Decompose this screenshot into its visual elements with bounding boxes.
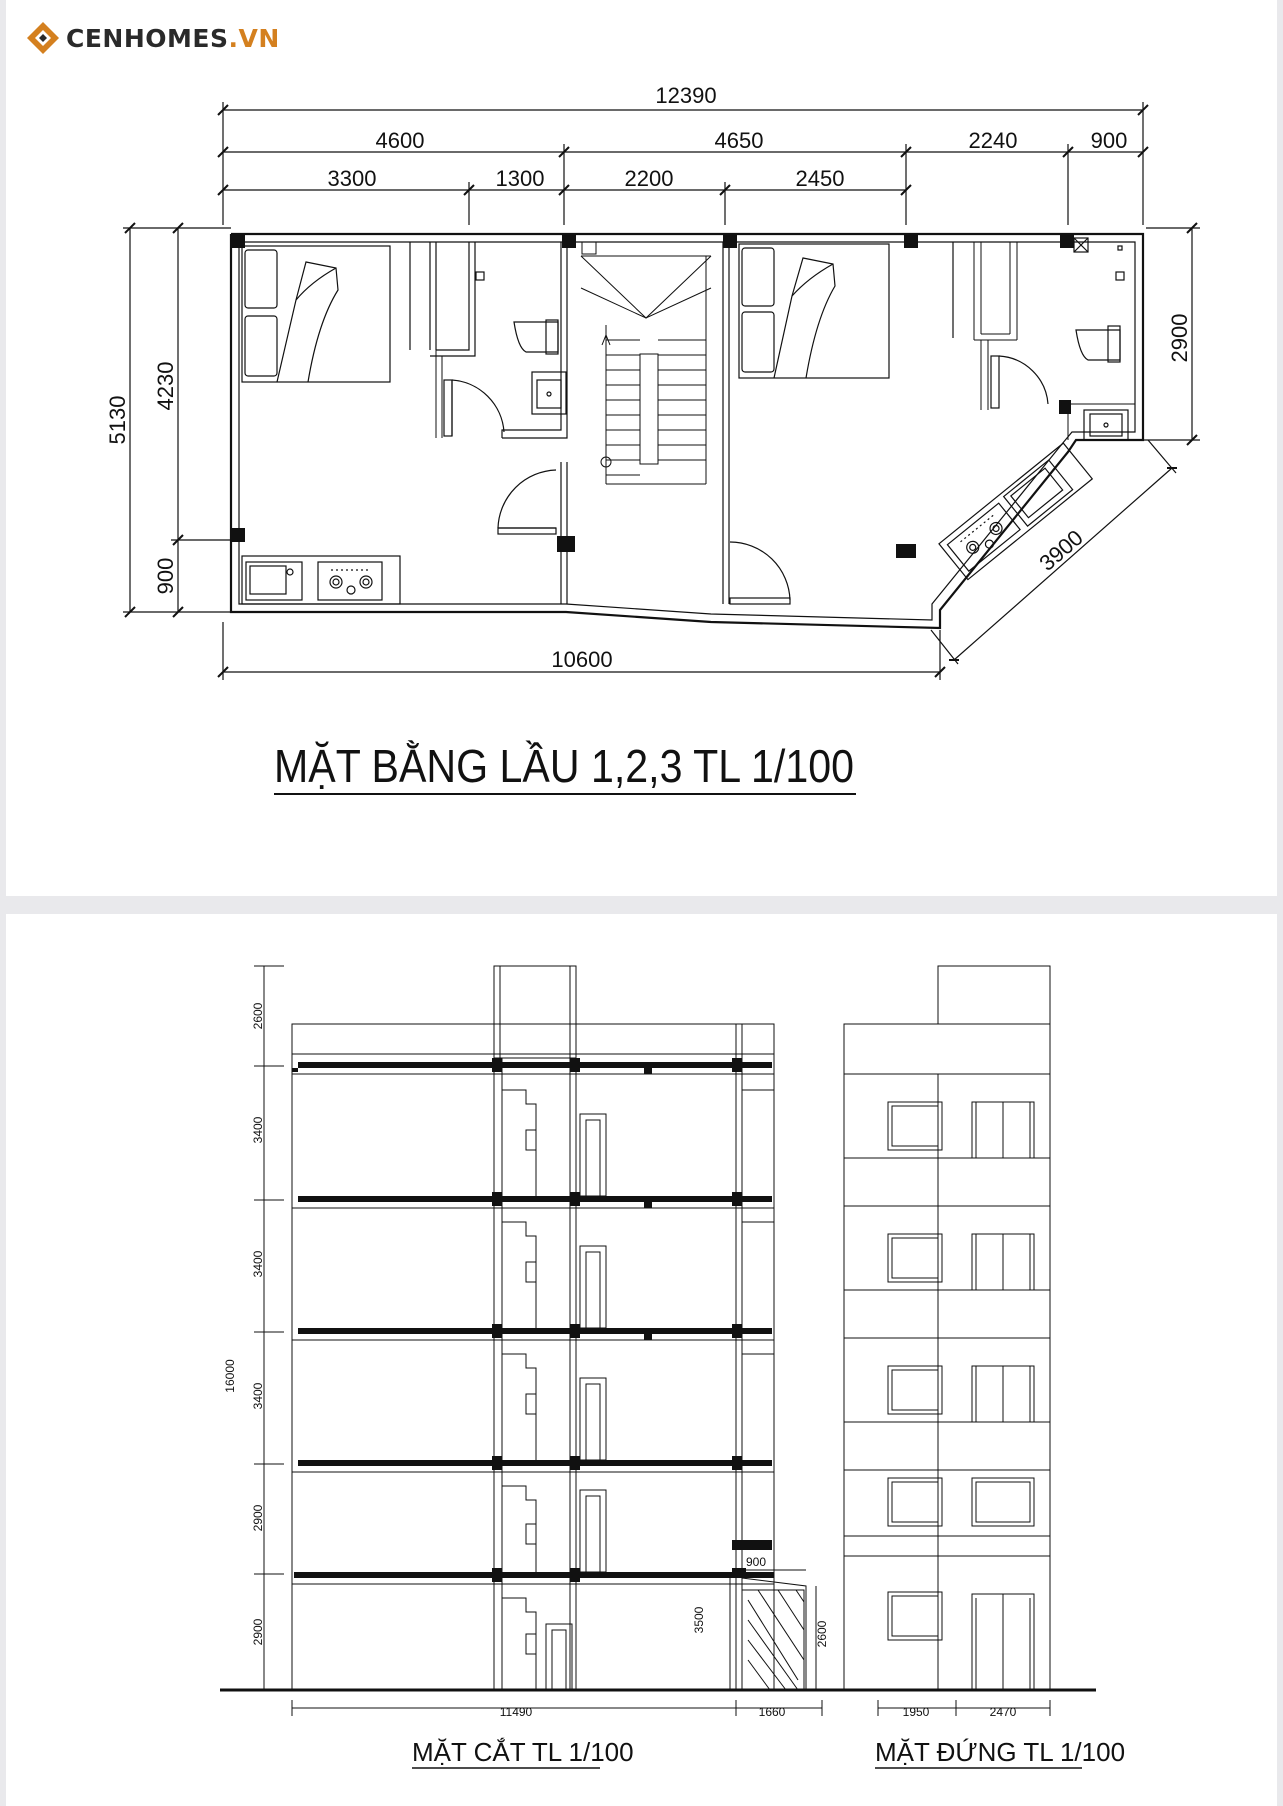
bed-left — [242, 246, 390, 382]
dim-floor-2900-a: 2900 — [251, 1504, 265, 1532]
bed-right — [739, 244, 889, 378]
dim-top-3300: 3300 — [327, 166, 377, 191]
dim-left-4230: 4230 — [153, 361, 178, 411]
dim-top-2450: 2450 — [795, 166, 845, 191]
dim-floor-3400-a: 3400 — [251, 1116, 265, 1144]
dim-top-900: 900 — [1090, 128, 1128, 153]
staircase — [581, 242, 711, 484]
kitchen-left — [242, 556, 400, 604]
elevation-drawing — [844, 966, 1050, 1716]
dim-left-900: 900 — [153, 557, 178, 595]
dim-diagonal-3900: 3900 — [1034, 524, 1088, 576]
dim-bottom-10600: 10600 — [551, 647, 613, 672]
dim-bottom-11490: 11490 — [499, 1705, 533, 1719]
dim-floor-2600: 2600 — [251, 1002, 265, 1030]
dim-top-4650: 4650 — [714, 128, 764, 153]
dim-top-2200: 2200 — [624, 166, 674, 191]
dim-floor-2900-b: 2900 — [251, 1618, 265, 1646]
floor-plan-sheet — [6, 0, 1277, 896]
floor-plan-drawing — [6, 0, 1277, 896]
section-elevation-sheet — [6, 914, 1277, 1806]
dim-balcony-900: 900 — [745, 1555, 767, 1569]
dim-canopy-3500: 3500 — [692, 1606, 706, 1634]
dim-elev-1950: 1950 — [902, 1705, 930, 1719]
dim-total-top: 12390 — [655, 83, 717, 108]
dim-bottom-1660: 1660 — [758, 1705, 786, 1719]
dim-total-height: 16000 — [223, 1359, 237, 1393]
section-elevation-drawing — [6, 914, 1277, 1806]
dim-elev-2470: 2470 — [989, 1705, 1017, 1719]
dim-floor-3400-c: 3400 — [251, 1382, 265, 1410]
dim-fence-2600: 2600 — [815, 1620, 829, 1648]
dim-left-5130: 5130 — [105, 395, 130, 445]
wc-left — [444, 272, 566, 436]
elevation-title: MẶT ĐỨNG TL 1/100 — [875, 1737, 1126, 1767]
dim-top-2240: 2240 — [968, 128, 1018, 153]
dim-floor-3400-b: 3400 — [251, 1250, 265, 1278]
dim-top-1300: 1300 — [495, 166, 545, 191]
floor-plan-title: MẶT BẰNG LẦU 1,2,3 TL 1/100 — [274, 740, 854, 792]
section-title: MẶT CẮT TL 1/100 — [412, 1737, 634, 1767]
brand-name: CENHOMES.VN — [66, 23, 280, 53]
dim-top-4600: 4600 — [375, 128, 425, 153]
dim-right-2900: 2900 — [1167, 313, 1192, 363]
